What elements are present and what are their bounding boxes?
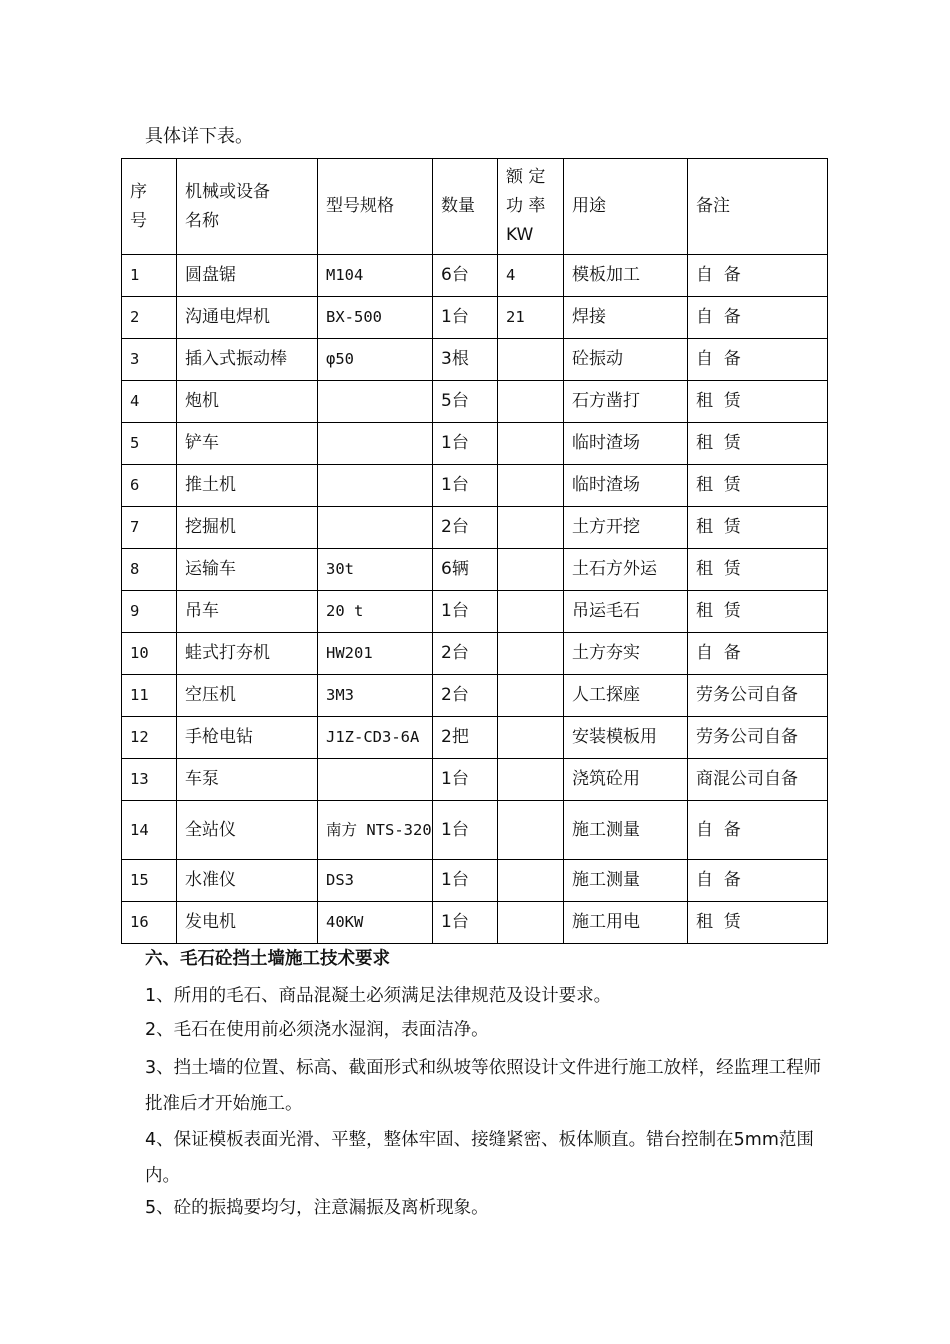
cell-qty: 5台 (433, 381, 498, 423)
cell-note: 自 备 (688, 339, 828, 381)
cell-note: 自 备 (688, 297, 828, 339)
header-power (498, 159, 564, 255)
table-row (122, 860, 828, 902)
header-name-line1: 机械或设备 (185, 181, 270, 202)
cell-seq: 8 (122, 549, 177, 591)
cell-note: 租 赁 (688, 549, 828, 591)
header-seq-line2: 号 (130, 210, 147, 231)
requirement-item: 1、所用的毛石、商品混凝土必须满足法律规范及设计要求。 (145, 986, 612, 1006)
cell-use: 石方凿打 (564, 381, 688, 423)
cell-qty: 2台 (433, 675, 498, 717)
cell-qty: 1台 (433, 591, 498, 633)
cell-use: 施工测量 (564, 801, 688, 860)
cell-note: 自 备 (688, 860, 828, 902)
cell-seq: 9 (122, 591, 177, 633)
cell-note: 租 赁 (688, 465, 828, 507)
cell-qty: 2把 (433, 717, 498, 759)
cell-name: 手枪电钻 (177, 717, 318, 759)
cell-model: 南方 NTS-320 (318, 801, 433, 860)
header-model: 型号规格 (318, 159, 433, 255)
cell-seq: 3 (122, 339, 177, 381)
cell-seq: 2 (122, 297, 177, 339)
header-name (177, 159, 318, 255)
cell-note: 劳务公司自备 (688, 717, 828, 759)
cell-qty: 6辆 (433, 549, 498, 591)
cell-name: 炮机 (177, 381, 318, 423)
cell-model: 20 t (318, 591, 433, 633)
cell-note: 商混公司自备 (688, 759, 828, 801)
cell-qty: 1台 (433, 423, 498, 465)
cell-qty: 2台 (433, 507, 498, 549)
cell-use: 临时渣场 (564, 423, 688, 465)
cell-qty: 2台 (433, 633, 498, 675)
cell-seq: 5 (122, 423, 177, 465)
cell-power (498, 633, 564, 675)
cell-seq: 16 (122, 902, 177, 944)
cell-note: 劳务公司自备 (688, 675, 828, 717)
cell-name: 圆盘锯 (177, 255, 318, 297)
cell-qty: 6台 (433, 255, 498, 297)
table-row (122, 633, 828, 675)
cell-power (498, 591, 564, 633)
cell-power (498, 860, 564, 902)
cell-qty: 1台 (433, 902, 498, 944)
cell-note: 租 赁 (688, 507, 828, 549)
cell-seq: 14 (122, 801, 177, 860)
cell-model: M104 (318, 255, 433, 297)
table-row (122, 675, 828, 717)
cell-note: 自 备 (688, 801, 828, 860)
cell-power (498, 549, 564, 591)
cell-seq: 12 (122, 717, 177, 759)
requirement-item: 5、砼的振捣要均匀，注意漏振及离析现象。 (145, 1198, 489, 1218)
cell-power (498, 717, 564, 759)
cell-model: φ50 (318, 339, 433, 381)
cell-model: BX-500 (318, 297, 433, 339)
cell-seq: 4 (122, 381, 177, 423)
cell-power (498, 381, 564, 423)
header-seq (122, 159, 177, 255)
header-name-line2: 名称 (185, 210, 219, 231)
cell-power: 21 (498, 297, 564, 339)
header-power-line3: KW (506, 225, 534, 245)
cell-qty: 1台 (433, 860, 498, 902)
header-power-line1: 额 定 (506, 167, 546, 187)
section-title: 六、毛石砼挡土墙施工技术要求 (145, 949, 390, 969)
intro-text: 具体详下表。 (145, 126, 253, 147)
cell-power (498, 507, 564, 549)
cell-use: 临时渣场 (564, 465, 688, 507)
table-row (122, 591, 828, 633)
cell-power (498, 675, 564, 717)
cell-model (318, 759, 433, 801)
cell-model: J1Z-CD3-6A (318, 717, 433, 759)
cell-name: 插入式振动棒 (177, 339, 318, 381)
cell-power (498, 423, 564, 465)
header-seq-line1: 序 (130, 181, 147, 202)
table-row (122, 297, 828, 339)
cell-power (498, 465, 564, 507)
cell-power (498, 801, 564, 860)
requirement-item: 3、挡土墙的位置、标高、截面形式和纵坡等依照设计文件进行施工放样，经监理工程师批准后才开始施工。 (145, 1058, 822, 1114)
cell-power (498, 759, 564, 801)
cell-note: 租 赁 (688, 423, 828, 465)
cell-model (318, 381, 433, 423)
table-row (122, 717, 828, 759)
table-row (122, 465, 828, 507)
cell-qty: 1台 (433, 297, 498, 339)
header-qty: 数量 (433, 159, 498, 255)
cell-model: DS3 (318, 860, 433, 902)
table-row (122, 902, 828, 944)
cell-model: 3M3 (318, 675, 433, 717)
cell-name: 挖掘机 (177, 507, 318, 549)
cell-model: 40KW (318, 902, 433, 944)
cell-seq: 15 (122, 860, 177, 902)
equipment-table (121, 158, 828, 944)
cell-name: 全站仪 (177, 801, 318, 860)
cell-qty: 1台 (433, 759, 498, 801)
table-row (122, 255, 828, 297)
cell-note: 租 赁 (688, 591, 828, 633)
cell-name: 吊车 (177, 591, 318, 633)
cell-use: 施工测量 (564, 860, 688, 902)
cell-power (498, 902, 564, 944)
header-use: 用途 (564, 159, 688, 255)
header-note: 备注 (688, 159, 828, 255)
cell-use: 安装模板用 (564, 717, 688, 759)
cell-qty: 1台 (433, 801, 498, 860)
table-row (122, 549, 828, 591)
cell-use: 模板加工 (564, 255, 688, 297)
cell-name: 发电机 (177, 902, 318, 944)
cell-model: 30t (318, 549, 433, 591)
cell-name: 车泵 (177, 759, 318, 801)
cell-name: 运输车 (177, 549, 318, 591)
cell-name: 蛙式打夯机 (177, 633, 318, 675)
cell-model (318, 423, 433, 465)
cell-use: 人工探座 (564, 675, 688, 717)
requirement-item: 4、保证模板表面光滑、平整，整体牢固、接缝紧密、板体顺直。错台控制在5mm范围内。 (145, 1130, 814, 1186)
cell-name: 空压机 (177, 675, 318, 717)
cell-note: 自 备 (688, 633, 828, 675)
cell-model: HW201 (318, 633, 433, 675)
cell-note: 自 备 (688, 255, 828, 297)
cell-use: 土方开挖 (564, 507, 688, 549)
table-row (122, 381, 828, 423)
cell-power: 4 (498, 255, 564, 297)
cell-model (318, 507, 433, 549)
cell-use: 吊运毛石 (564, 591, 688, 633)
table-row (122, 423, 828, 465)
header-power-line2: 功 率 (506, 196, 546, 216)
cell-use: 土方夯实 (564, 633, 688, 675)
cell-seq: 11 (122, 675, 177, 717)
requirement-item: 2、毛石在使用前必须浇水湿润，表面洁净。 (145, 1020, 489, 1040)
cell-model (318, 465, 433, 507)
cell-qty: 1台 (433, 465, 498, 507)
cell-power (498, 339, 564, 381)
table-header-row (122, 159, 828, 255)
cell-qty: 3根 (433, 339, 498, 381)
cell-use: 施工用电 (564, 902, 688, 944)
cell-name: 推土机 (177, 465, 318, 507)
cell-seq: 6 (122, 465, 177, 507)
cell-note: 租 赁 (688, 381, 828, 423)
cell-use: 浇筑砼用 (564, 759, 688, 801)
cell-name: 沟通电焊机 (177, 297, 318, 339)
cell-seq: 1 (122, 255, 177, 297)
cell-seq: 7 (122, 507, 177, 549)
cell-seq: 10 (122, 633, 177, 675)
table-row (122, 759, 828, 801)
table-row (122, 507, 828, 549)
cell-seq: 13 (122, 759, 177, 801)
cell-name: 铲车 (177, 423, 318, 465)
cell-use: 砼振动 (564, 339, 688, 381)
cell-use: 土石方外运 (564, 549, 688, 591)
cell-use: 焊接 (564, 297, 688, 339)
table-row (122, 339, 828, 381)
cell-name: 水准仪 (177, 860, 318, 902)
cell-note: 租 赁 (688, 902, 828, 944)
table-row (122, 801, 828, 860)
